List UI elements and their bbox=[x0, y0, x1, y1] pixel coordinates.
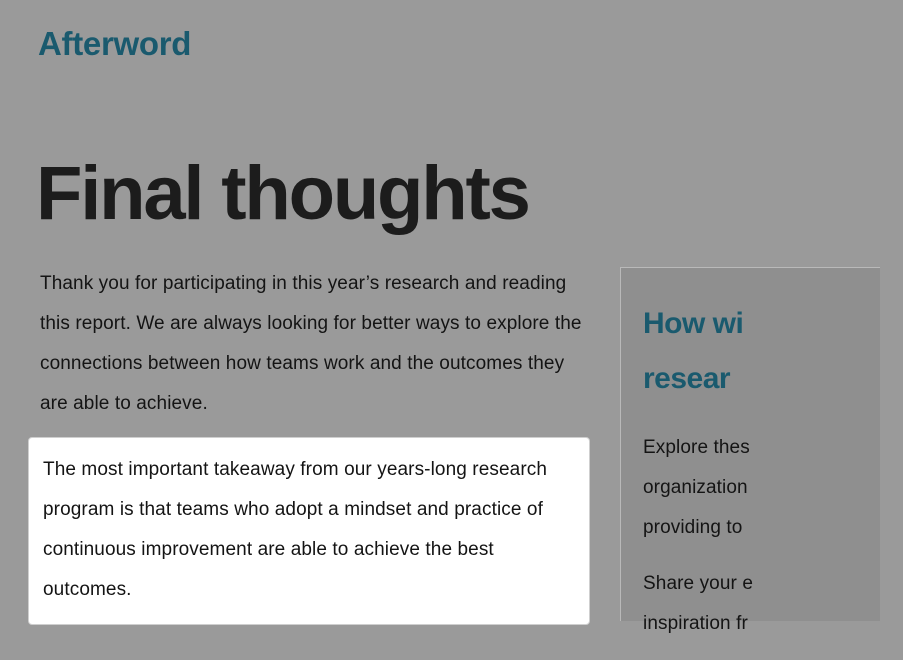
side-panel-line-2: organization bbox=[643, 477, 748, 498]
side-panel-line-1: Explore thes bbox=[643, 437, 750, 458]
side-panel-line-5: inspiration fr bbox=[643, 613, 748, 634]
body-column bbox=[40, 264, 588, 424]
side-panel bbox=[620, 267, 880, 634]
callout-box bbox=[28, 437, 590, 625]
page-title: Final thoughts bbox=[36, 150, 529, 236]
side-panel-title-line-1: How wi bbox=[643, 307, 744, 340]
side-panel-paragraph-2 bbox=[643, 564, 903, 644]
callout-text: The most important takeaway from our years-long research program is that teams who adopt a mindset and practice of continuous improvement are able to achieve the best outcomes. bbox=[43, 459, 548, 600]
side-panel-line-4: Share your e bbox=[643, 573, 753, 594]
side-panel-title-line-2: resear bbox=[643, 362, 731, 395]
side-panel-title bbox=[643, 296, 903, 406]
side-panel-paragraph-1 bbox=[643, 428, 903, 548]
section-eyebrow: Afterword bbox=[38, 25, 192, 62]
side-panel-line-3: providing to bbox=[643, 517, 743, 538]
body-paragraph: Thank you for participating in this year’s research and reading this report. We are always looking for better ways to explore the connections between how teams work and the outcomes they are able to achieve. bbox=[40, 273, 582, 414]
side-panel-body bbox=[643, 428, 903, 660]
